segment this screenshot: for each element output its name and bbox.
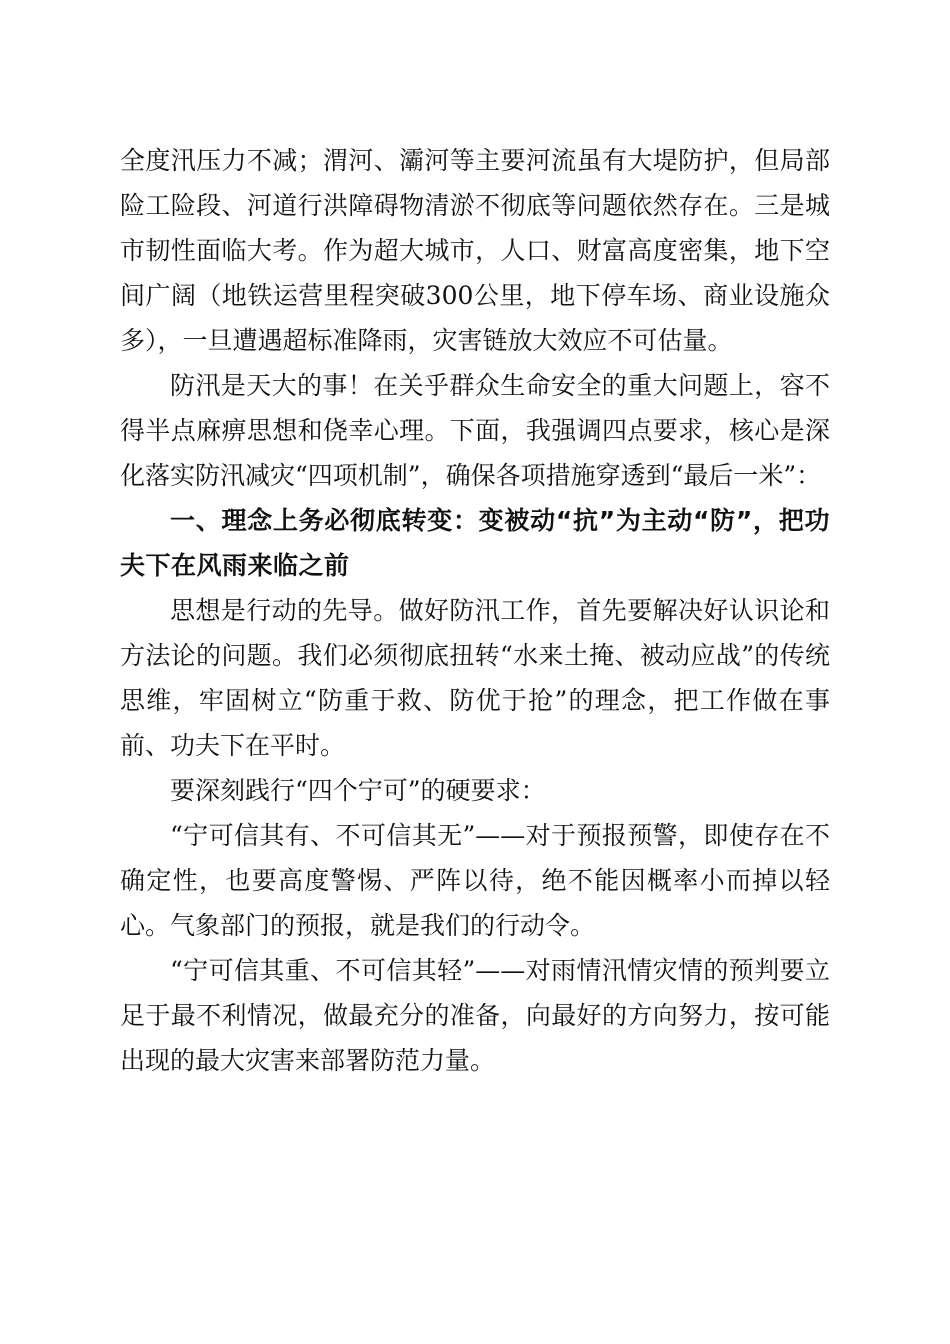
- document-body: [120, 138, 830, 1083]
- paragraph-mindset: 思想是行动的先导。做好防汛工作，首先要解决好认识论和方法论的问题。我们必须彻底扭转“水来土掩、被动应战”的传统思维，牢固树立“防重于救、防优于抢”的理念，把工作做在事前、功夫下在平时。: [120, 596, 830, 760]
- paragraph-four-musts-intro: 要深刻践行“四个宁可”的硬要求：: [170, 776, 546, 805]
- paragraph-must-2: “宁可信其重、不可信其轻”——对雨情汛情灾情的预判要立足于最不利情况，做最充分的准备，向最好的方向努力，按可能出现的最大灾害来部署防范力量。: [120, 956, 830, 1075]
- section-heading-1: 一、理念上务必彻底转变：变被动“抗”为主动“防”，把功夫下在风雨来临之前: [120, 506, 830, 580]
- paragraph-continued: 全度汛压力不减；渭河、灞河等主要河流虽有大堤防护，但局部险工险段、河道行洪障碍物清淤不彻底等问题依然存在。三是城市韧性面临大考。作为超大城市，人口、财富高度密集，地下空间广阔（地铁运营里程突破300公里，地下停车场、商业设施众多），一旦遭遇超标准降雨，灾害链放大效应不可估量。: [120, 146, 830, 355]
- paragraph-must-1: “宁可信其有、不可信其无”——对于预报预警，即使存在不确定性，也要高度警惕、严阵以待，绝不能因概率小而掉以轻心。气象部门的预报，就是我们的行动令。: [120, 821, 830, 940]
- paragraph-flood-control-importance: 防汛是天大的事！在关乎群众生命安全的重大问题上，容不得半点麻痹思想和侥幸心理。下面，我强调四点要求，核心是深化落实防汛减灾“四项机制”，确保各项措施穿透到“最后一米”：: [120, 371, 830, 490]
